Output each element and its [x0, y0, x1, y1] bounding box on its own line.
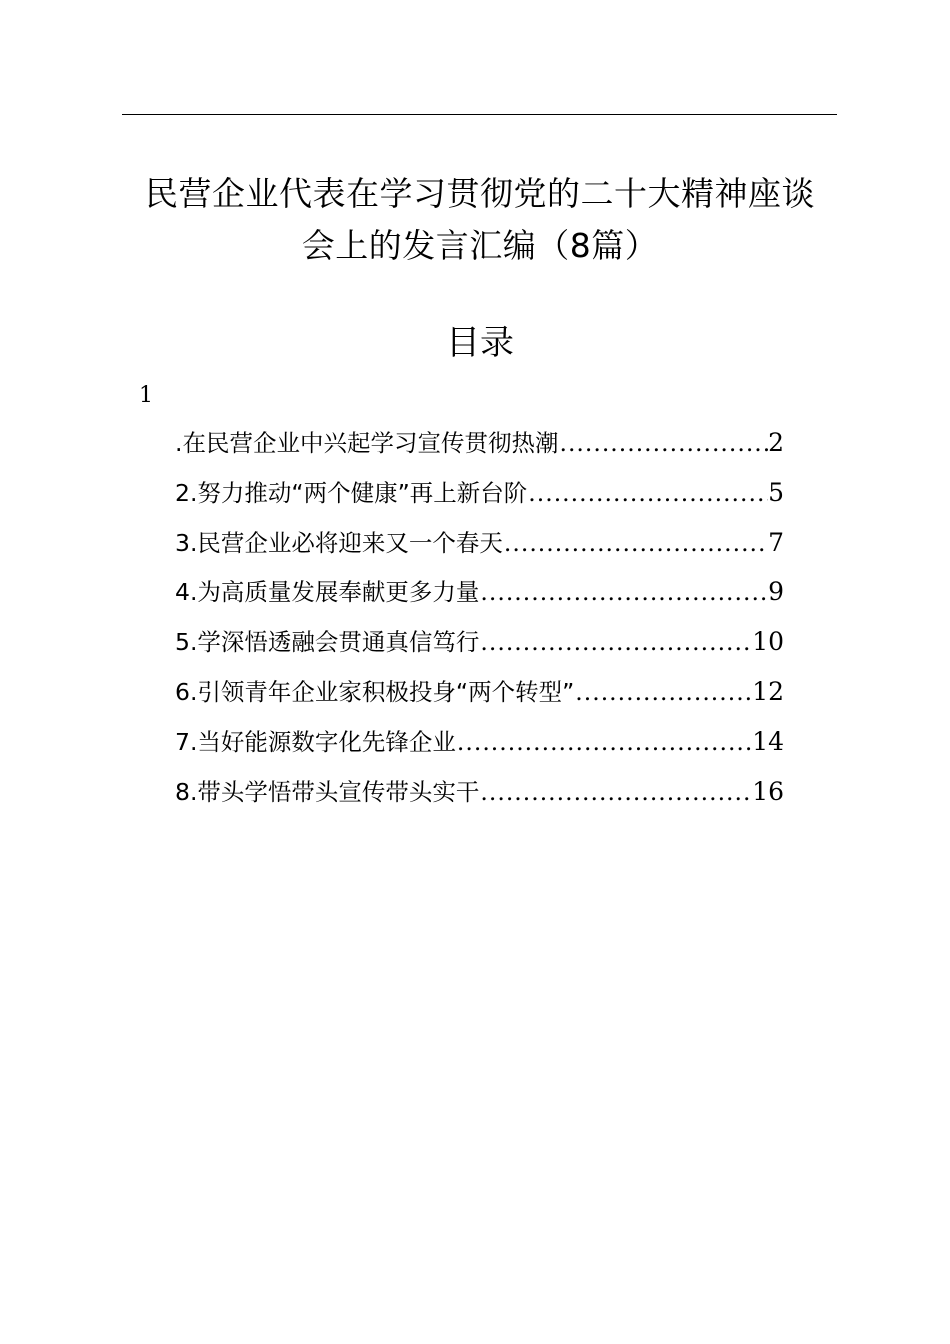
toc-entry-5[interactable] [175, 624, 784, 674]
toc-entry-page: 14 [752, 726, 784, 756]
toc-leader-dots [479, 574, 768, 610]
toc-entry-label: .在民营企业中兴起学习宣传贯彻热潮 [175, 429, 559, 457]
document-title [120, 168, 840, 272]
toc-entry-label: 2.努力推动“两个健康”再上新台阶 [175, 478, 528, 507]
toc-entry-page: 16 [752, 776, 784, 806]
toc-entry-label: 7.当好能源数字化先锋企业 [175, 727, 456, 756]
toc-leader-dots [479, 774, 752, 810]
toc-entry-page: 7 [768, 527, 784, 557]
toc-leader-dots [574, 674, 752, 710]
title-line-1: 民营企业代表在学习贯彻党的二十大精神座谈 [145, 174, 815, 213]
toc-entry-page: 5 [768, 477, 784, 507]
toc-entry-4[interactable] [175, 574, 784, 624]
title-line-2: 会上的发言汇编（8篇） [301, 226, 659, 265]
toc-entry-label: 4.为高质量发展奉献更多力量 [175, 578, 480, 607]
toc-entry-8[interactable] [175, 774, 784, 824]
toc-leader-dots [527, 475, 768, 511]
toc-leader-dots [558, 425, 768, 461]
toc-entry-label: 5.学深悟透融会贯通真信笃行 [175, 628, 480, 657]
toc-leader-dots [479, 624, 752, 660]
header-rule [122, 114, 837, 115]
toc-entry-7[interactable] [175, 724, 784, 774]
toc-heading: 目录 [446, 323, 514, 363]
toc-entry-page: 2 [768, 428, 784, 457]
stray-number: 1 [139, 383, 153, 408]
table-of-contents [175, 425, 784, 823]
toc-leader-dots [503, 525, 768, 561]
toc-leader-dots [456, 724, 752, 760]
toc-entry-6[interactable] [175, 674, 784, 724]
toc-entry-1[interactable] [175, 425, 784, 475]
toc-entry-3[interactable] [175, 525, 784, 575]
toc-entry-2[interactable] [175, 475, 784, 525]
toc-entry-label: 3.民营企业必将迎来又一个春天 [175, 528, 503, 557]
toc-entry-page: 12 [752, 676, 784, 706]
toc-entry-page: 9 [768, 577, 784, 607]
toc-entry-label: 8.带头学悟带头宣传带头实干 [175, 777, 480, 806]
toc-entry-label: 6.引领青年企业家积极投身“两个转型” [175, 677, 575, 706]
toc-entry-page: 10 [752, 627, 784, 657]
